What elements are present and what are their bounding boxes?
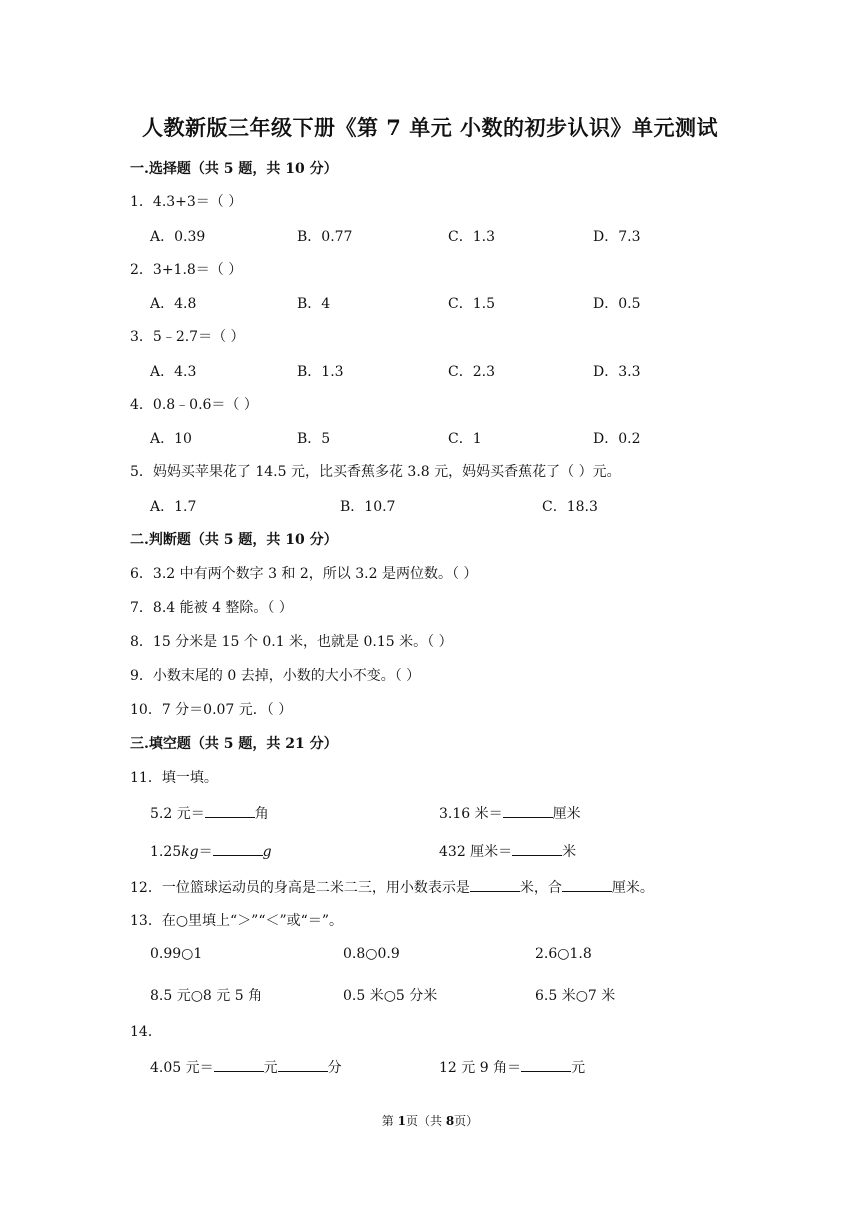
question-11-stem: 11．填一填。 xyxy=(130,770,218,786)
question-2-option-a: A．4.8 xyxy=(150,296,197,312)
question-1-option-d: D．7.3 xyxy=(593,229,641,245)
question-14-stem: 14． xyxy=(130,1024,162,1040)
question-text: 米，合 xyxy=(519,880,562,896)
item-text: 432 厘米＝ xyxy=(439,844,513,860)
question-2-stem: 2．3+1.8＝（ ） xyxy=(130,262,243,278)
question-5-option-a: A．1.7 xyxy=(150,499,197,515)
item-unit: 角 xyxy=(254,806,269,822)
question-1-option-a: A．0.39 xyxy=(150,229,206,245)
question-1-option-b: B．0.77 xyxy=(297,229,353,245)
question-text: 12．一位篮球运动员的身高是二米二三，用小数表示是 xyxy=(130,880,470,896)
footer-text: 第 xyxy=(381,1114,398,1128)
item-equals: ＝ xyxy=(198,844,213,860)
question-12 xyxy=(130,877,654,897)
page-number: 1 xyxy=(397,1114,406,1128)
item-text: 12 元 9 角＝ xyxy=(439,1060,522,1076)
question-10: 10．7 分＝0.07 元．（ ） xyxy=(130,702,293,718)
footer-text: 页（共 xyxy=(405,1114,446,1128)
question-13-item: 0.8○0.9 xyxy=(343,946,400,962)
question-13-item: 6.5 米○7 米 xyxy=(535,988,616,1004)
question-13-item: 0.5 米○5 分米 xyxy=(343,988,438,1004)
item-text: 1.25 xyxy=(150,844,182,860)
question-3-stem: 3．5﹣2.7＝（ ） xyxy=(130,329,245,345)
question-2-option-c: C．1.5 xyxy=(448,296,495,312)
item-unit: 厘米 xyxy=(552,806,581,822)
answer-blank[interactable] xyxy=(512,843,562,856)
question-9: 9．小数末尾的 0 去掉，小数的大小不变。（ ） xyxy=(130,668,421,684)
question-3-option-b: B．1.3 xyxy=(297,364,344,380)
question-3-option-d: D．3.3 xyxy=(593,364,641,380)
question-4-option-a: A．10 xyxy=(150,431,192,447)
item-text: 5.2 元＝ xyxy=(150,806,205,822)
section-heading-fill: 三.填空题（共 5 题，共 21 分） xyxy=(130,736,338,752)
question-4-stem: 4．0.8﹣0.6＝（ ） xyxy=(130,397,258,413)
question-14-item-2 xyxy=(439,1057,585,1077)
item-text: 4.05 元＝ xyxy=(150,1060,214,1076)
section-heading-judge: 二.判断题（共 5 题，共 10 分） xyxy=(130,532,338,548)
question-11-item-4 xyxy=(439,841,576,861)
question-4-option-d: D．0.2 xyxy=(593,431,641,447)
page-footer xyxy=(0,1112,860,1129)
question-7: 7．8.4 能被 4 整除。（ ） xyxy=(130,600,293,616)
question-1-stem: 1．4.3+3＝（ ） xyxy=(130,194,243,210)
answer-blank[interactable] xyxy=(278,1059,328,1072)
item-unit: 元 xyxy=(263,1060,278,1076)
question-4-option-c: C．1 xyxy=(448,431,482,447)
question-5-option-c: C．18.3 xyxy=(542,499,598,515)
question-13-item: 8.5 元○8 元 5 角 xyxy=(150,988,263,1004)
answer-blank[interactable] xyxy=(205,805,255,818)
item-text: 3.16 米＝ xyxy=(439,806,503,822)
page-title: 人教新版三年级下册《第 7 单元 小数的初步认识》单元测试 xyxy=(141,115,719,140)
answer-blank[interactable] xyxy=(470,879,520,892)
page-total: 8 xyxy=(445,1114,455,1128)
item-unit: 分 xyxy=(327,1060,342,1076)
item-unit: 米 xyxy=(562,844,577,860)
answer-blank[interactable] xyxy=(503,805,553,818)
section-heading-choice: 一.选择题（共 5 题，共 10 分） xyxy=(130,161,338,177)
question-2-option-b: B．4 xyxy=(297,296,331,312)
question-13-stem: 13．在○里填上“＞”“＜”或“＝”。 xyxy=(130,913,343,929)
question-14-item-1 xyxy=(150,1057,342,1077)
question-13-item: 0.99○1 xyxy=(150,946,203,962)
question-5-option-b: B．10.7 xyxy=(340,499,396,515)
question-1-option-c: C．1.3 xyxy=(448,229,495,245)
question-2-option-d: D．0.5 xyxy=(593,296,641,312)
question-3-option-c: C．2.3 xyxy=(448,364,495,380)
item-unit: 元 xyxy=(571,1060,586,1076)
question-13-item: 2.6○1.8 xyxy=(535,946,592,962)
question-6: 6．3.2 中有两个数字 3 和 2，所以 3.2 是两位数。（ ） xyxy=(130,566,478,582)
footer-text: 页） xyxy=(454,1114,479,1128)
question-3-option-a: A．4.3 xyxy=(150,364,197,380)
item-unit: g xyxy=(262,844,272,860)
question-text: 厘米。 xyxy=(611,880,654,896)
question-4-option-b: B．5 xyxy=(297,431,331,447)
question-8: 8．15 分米是 15 个 0.1 米，也就是 0.15 米。（ ） xyxy=(130,634,453,650)
answer-blank[interactable] xyxy=(521,1059,571,1072)
item-unit-italic: kg xyxy=(181,844,199,860)
question-11-item-1 xyxy=(150,803,269,823)
question-11-item-3 xyxy=(150,841,272,861)
answer-blank[interactable] xyxy=(562,879,612,892)
question-11-item-2 xyxy=(439,803,581,823)
question-5-stem: 5．妈妈买苹果花了 14.5 元，比买香蕉多花 3.8 元，妈妈买香蕉花了（ ）元。 xyxy=(130,464,621,480)
answer-blank[interactable] xyxy=(214,1059,264,1072)
answer-blank[interactable] xyxy=(213,843,263,856)
